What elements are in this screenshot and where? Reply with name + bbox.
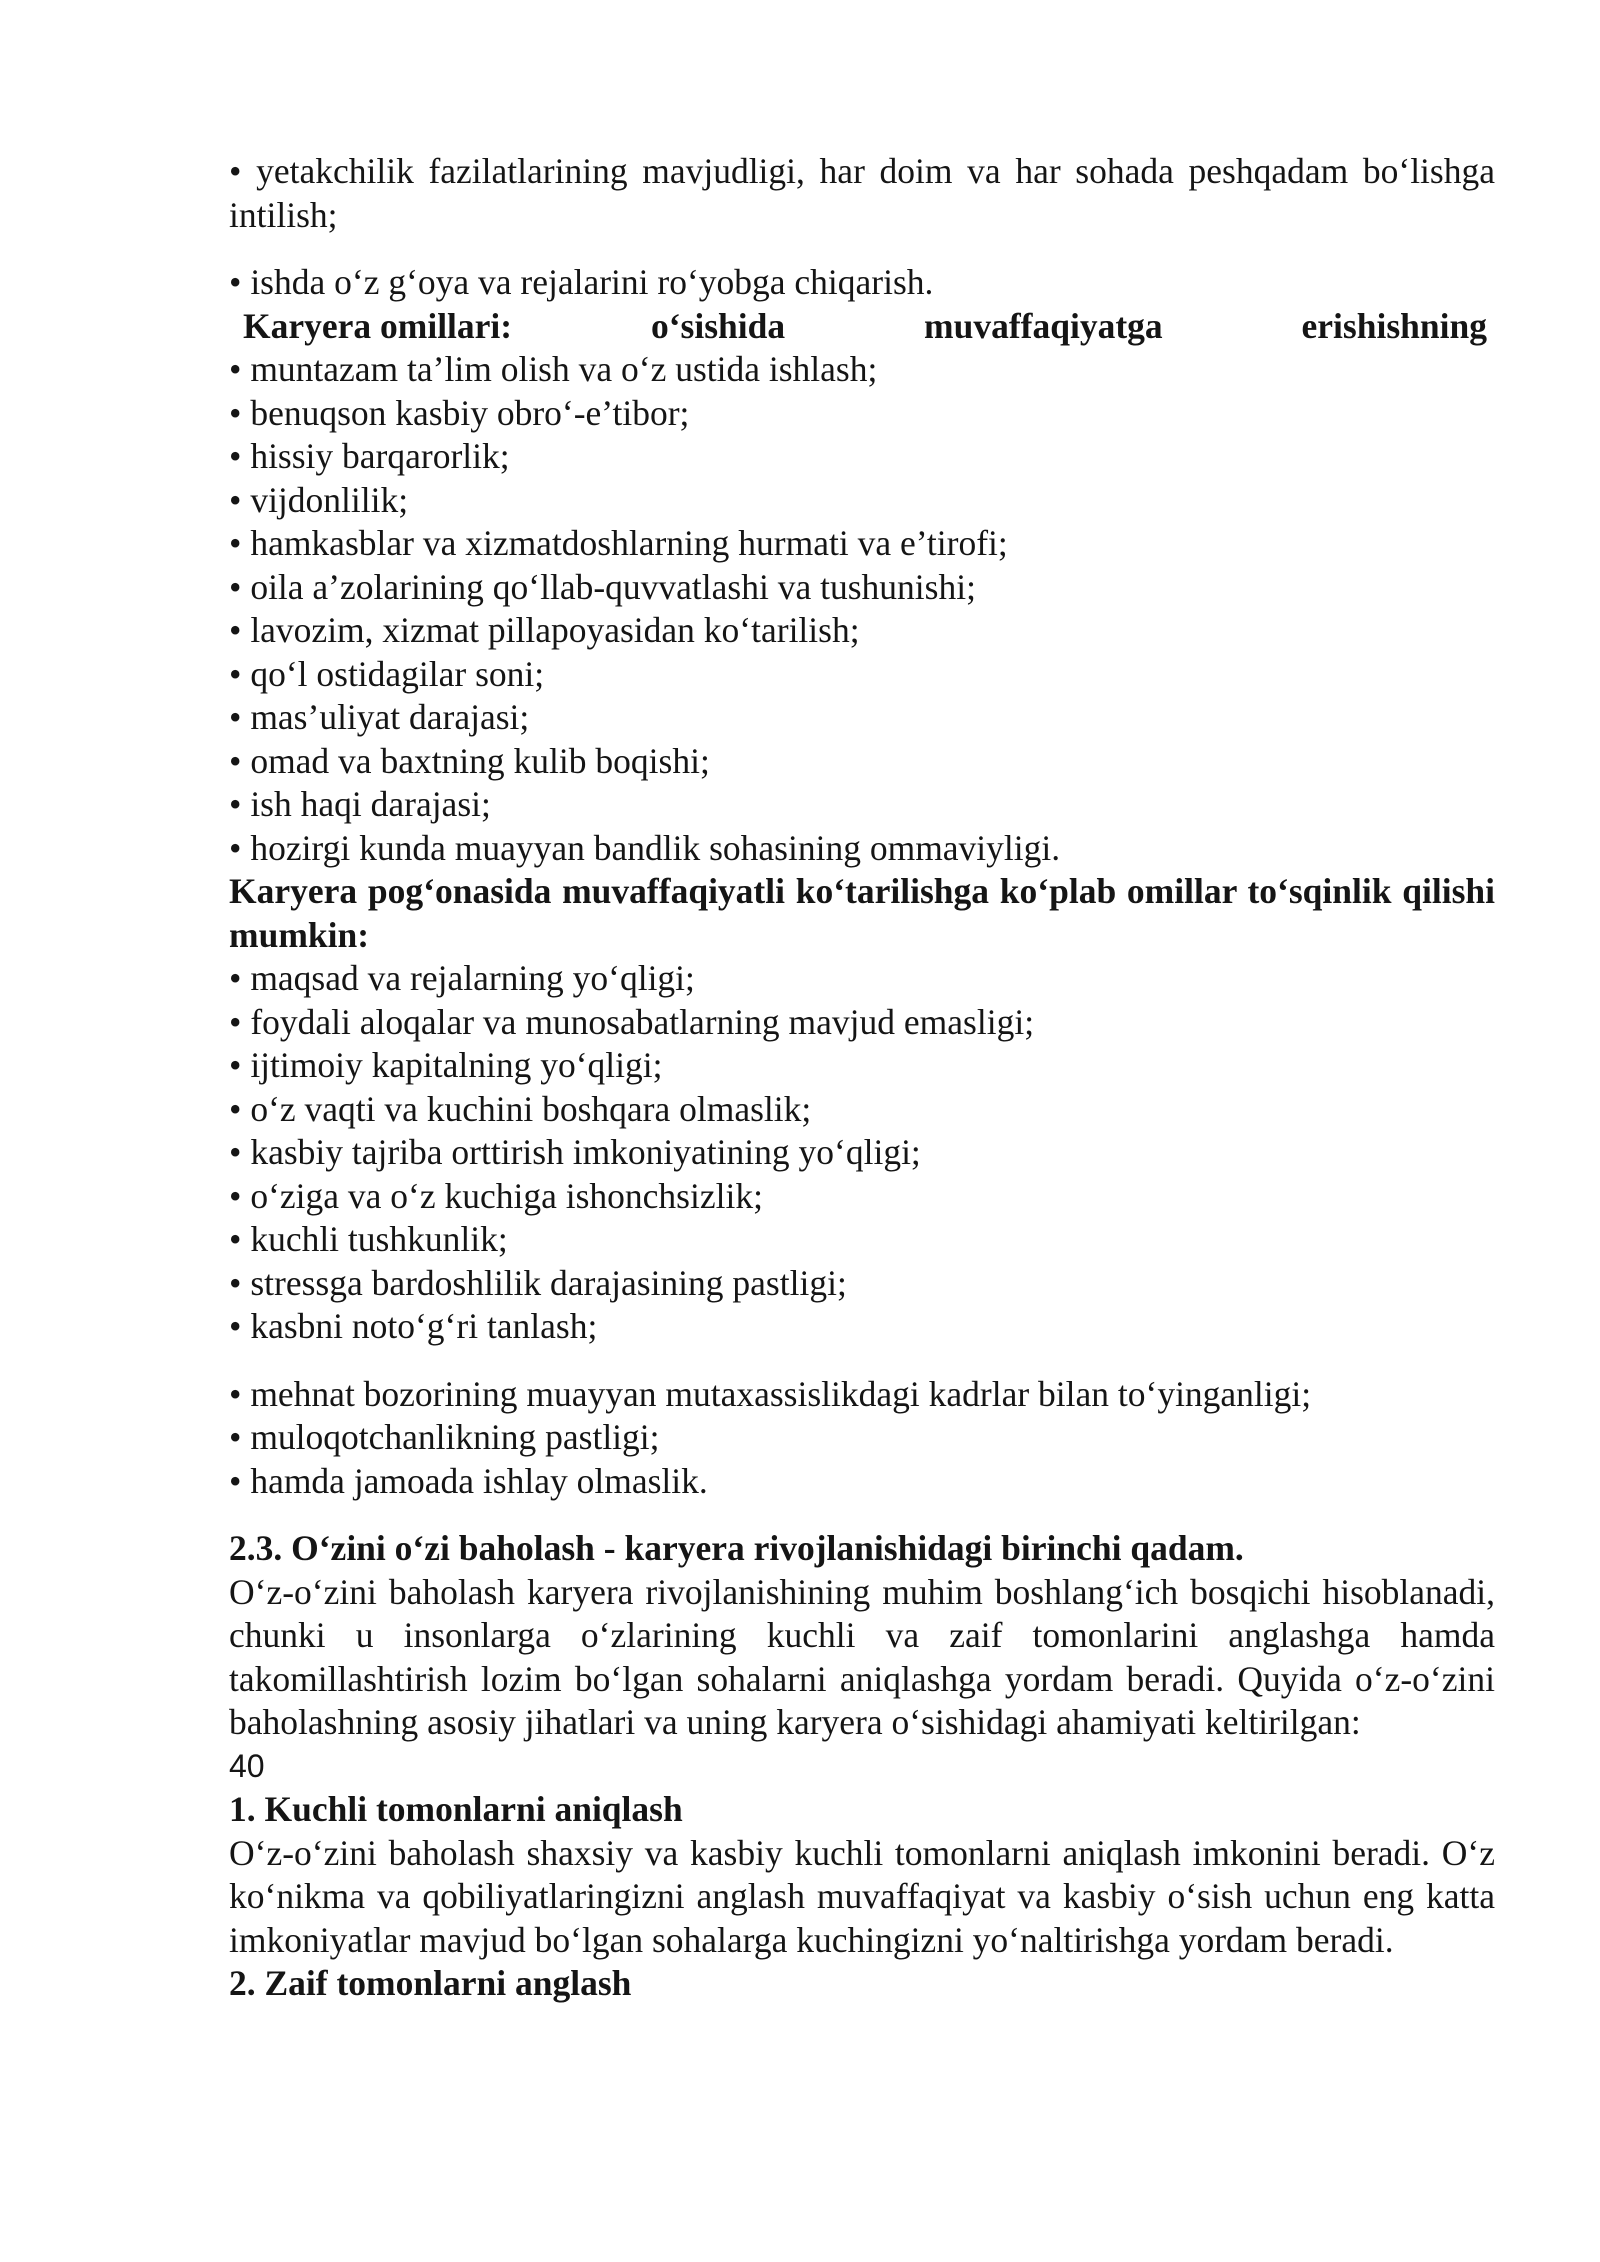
obstacles-heading: Karyera pog‘onasida muvaffaqiyatli ko‘tarilishga ko‘plab omillar to‘sqinlik qilishi mumkin: [229, 871, 1495, 955]
section-paragraph: O‘z-o‘zini baholash karyera rivojlanishining muhim boshlang‘ich bosqichi hisoblanadi, chunki u insonlarga o‘zlarining kuchli va zaif tomonlarini anglashga hamda takomillashtirish lozim bo‘lgan sohalarni aniqlashga yordam beradi. Quyida o‘z-o‘zini baholashning asosiy jihatlari va uning karyera o‘sishidagi ahamiyati keltirilgan: [229, 1571, 1495, 1742]
list-item: • foydali aloqalar va munosabatlarning mavjud emasligi; [229, 1001, 1495, 1045]
factors-heading-word: erishishning [1301, 305, 1487, 346]
list-item: • kasbiy tajriba orttirish imkoniyatining yo‘qligi; [229, 1131, 1495, 1175]
list-item: • hamda jamoada ishlay olmaslik. [229, 1460, 1495, 1504]
intro-bullet: • ishda o‘z g‘oya va rejalarini ro‘yobga chiqarish. [229, 261, 1495, 305]
factors-list [229, 348, 1495, 870]
list-item: • kasbni noto‘g‘ri tanlash; [229, 1305, 1495, 1349]
obstacles-list [229, 957, 1495, 1349]
factors-heading-word: muvaffaqiyatga [924, 305, 1163, 346]
obstacles-list-continued [229, 1373, 1495, 1504]
factors-heading-word: Karyera omillari: [243, 305, 513, 346]
list-item: • hozirgi kunda muayyan bandlik sohasining ommaviyligi. [229, 827, 1495, 871]
list-item: • omad va baxtning kulib boqishi; [229, 740, 1495, 784]
list-item: • kuchli tushkunlik; [229, 1218, 1495, 1262]
list-item: • mas’uliyat darajasi; [229, 696, 1495, 740]
list-item: • oila a’zolarining qo‘llab-quvvatlashi va tushunishi; [229, 566, 1495, 610]
list-item: • mehnat bozorining muayyan mutaxassislikdagi kadrlar bilan to‘yinganligi; [229, 1373, 1495, 1417]
list-item: • muloqotchanlikning pastligi; [229, 1416, 1495, 1460]
list-item: • ijtimoiy kapitalning yo‘qligi; [229, 1044, 1495, 1088]
list-item: • stressga bardoshlilik darajasining pastligi; [229, 1262, 1495, 1306]
list-item: • o‘z vaqti va kuchini boshqara olmaslik; [229, 1088, 1495, 1132]
subsection-heading: 2. Zaif tomonlarni anglash [229, 1963, 632, 2003]
document-page [229, 150, 1495, 2006]
list-item: • hamkasblar va xizmatdoshlarning hurmati va e’tirofi; [229, 522, 1495, 566]
factors-heading-word: o‘sishida [650, 305, 786, 346]
subsection-paragraph: O‘z-o‘zini baholash shaxsiy va kasbiy kuchli tomonlarni aniqlash imkonini beradi. O‘z ko‘nikma va qobiliyatlaringizni anglash muvaffaqiyat va kasbiy o‘sish uchun eng katta imkoniyatlar mavjud bo‘lgan sohalarga kuchingizni yo‘naltirishga yordam beradi. [229, 1832, 1495, 1960]
page-number: 40 [229, 1747, 265, 1784]
list-item: • lavozim, xizmat pillapoyasidan ko‘tarilish; [229, 609, 1495, 653]
subsection-heading: 1. Kuchli tomonlarni aniqlash [229, 1789, 683, 1829]
intro-bullet: • yetakchilik fazilatlarining mavjudligi, har doim va har sohada peshqadam bo‘lishga intilish; [229, 150, 1495, 237]
list-item: • vijdonlilik; [229, 479, 1495, 523]
list-item: • qo‘l ostidagilar soni; [229, 653, 1495, 697]
list-item: • muntazam ta’lim olish va o‘z ustida ishlash; [229, 348, 1495, 392]
list-item: • maqsad va rejalarning yo‘qligi; [229, 957, 1495, 1001]
list-item: • o‘ziga va o‘z kuchiga ishonchsizlik; [229, 1175, 1495, 1219]
section-heading: 2.3. O‘zini o‘zi baholash - karyera rivojlanishidagi birinchi qadam. [229, 1528, 1244, 1568]
list-item: • hissiy barqarorlik; [229, 435, 1495, 479]
list-item: • benuqson kasbiy obro‘-e’tibor; [229, 392, 1495, 436]
factors-heading [229, 305, 1495, 349]
list-item: • ish haqi darajasi; [229, 783, 1495, 827]
